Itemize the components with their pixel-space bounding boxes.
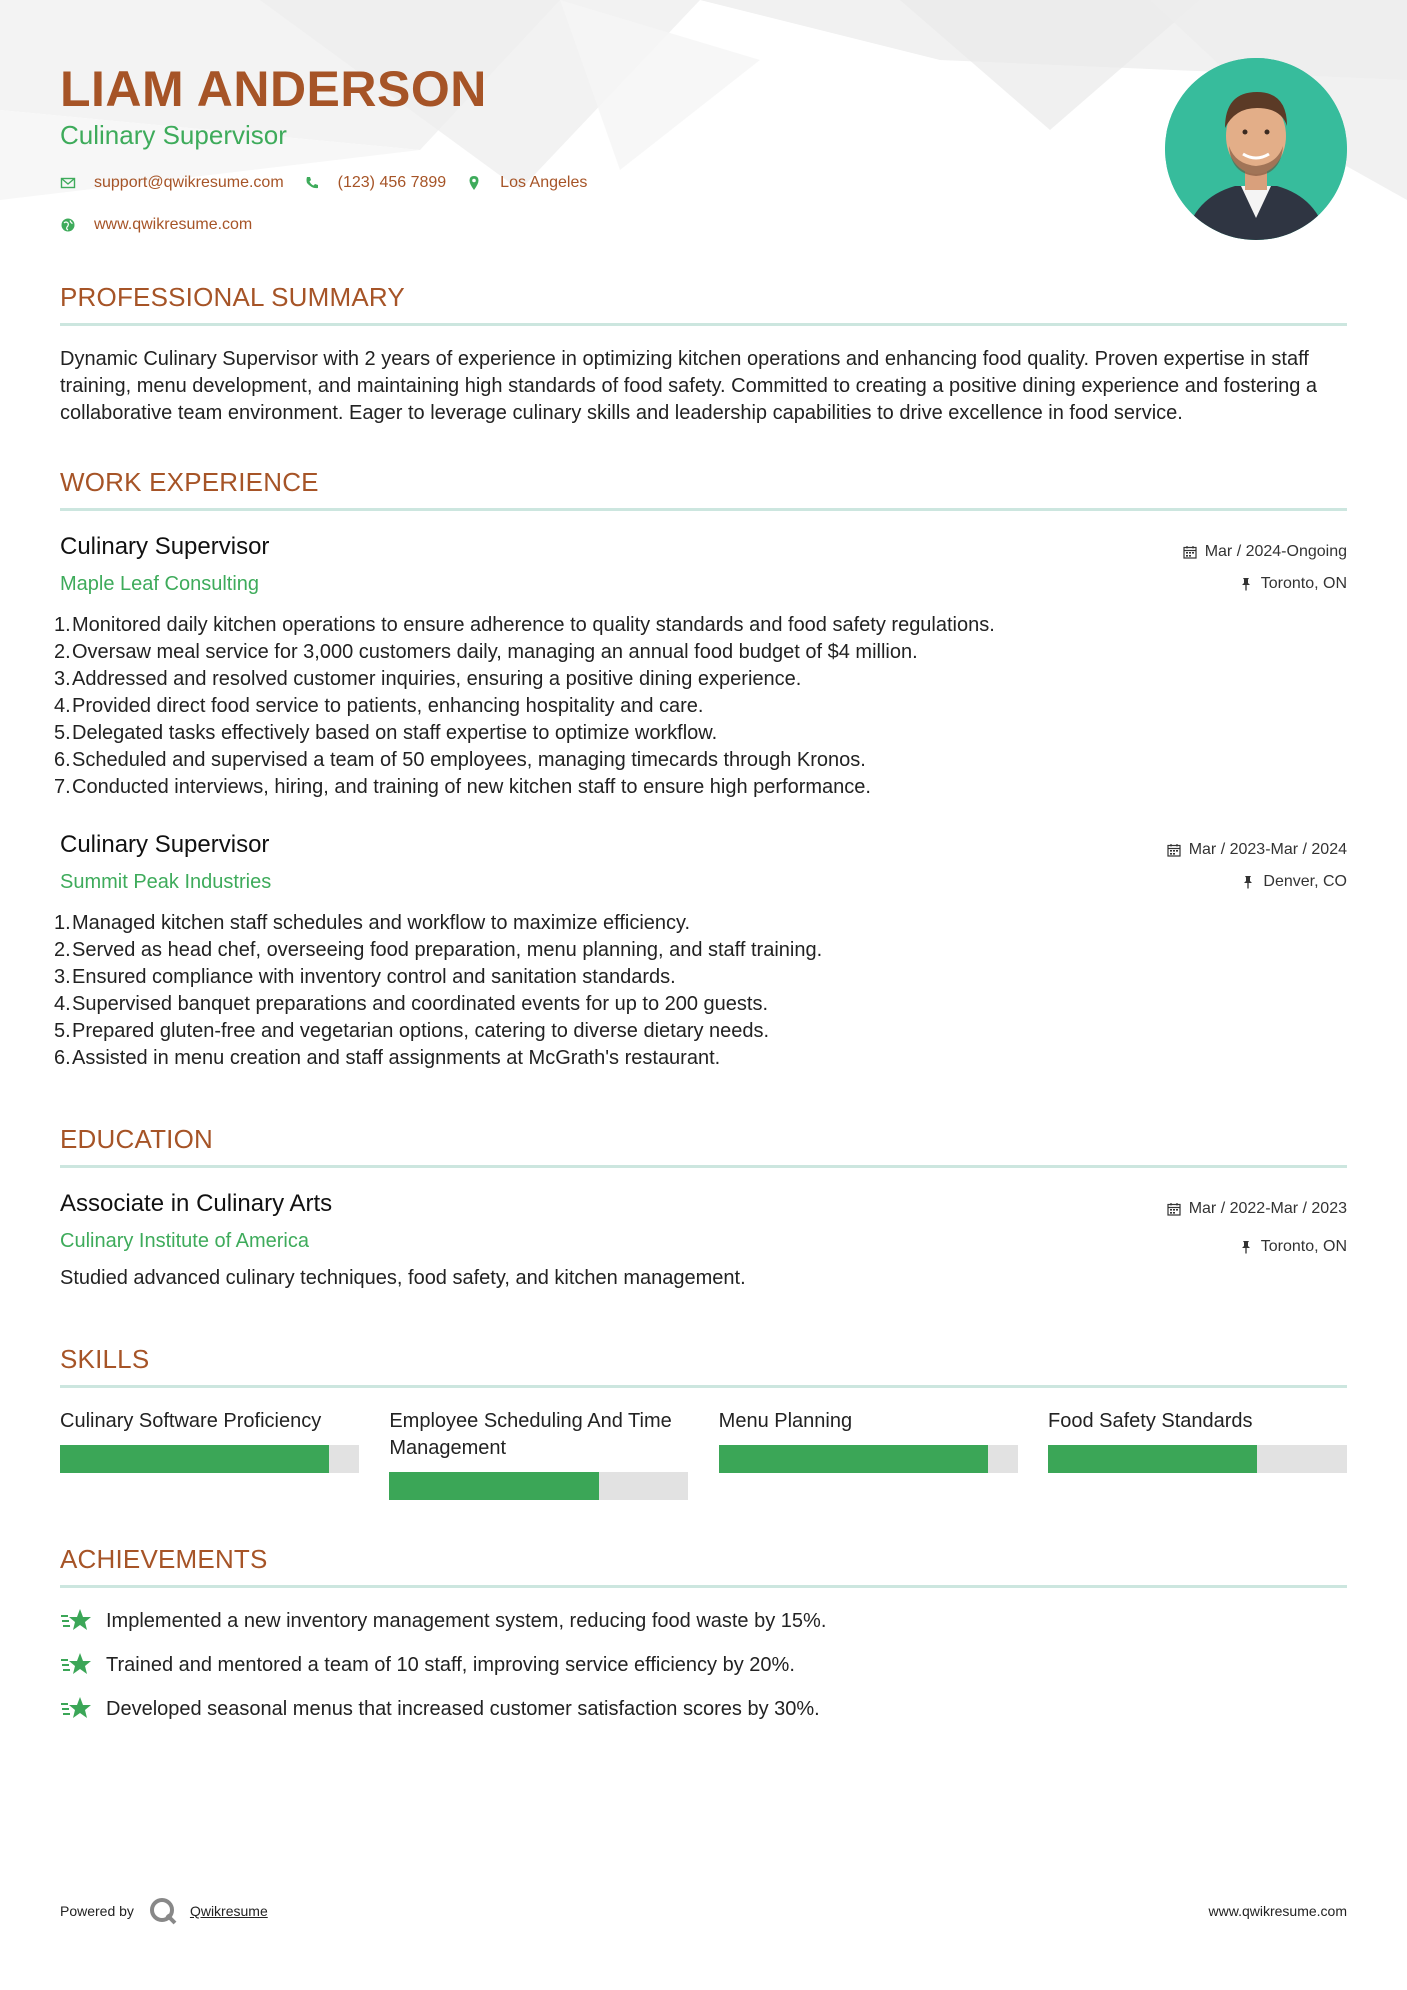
job-entry: [54, 529, 1347, 801]
calendar-icon: [1167, 843, 1181, 857]
summary-text: Dynamic Culinary Supervisor with 2 years of experience in optimizing kitchen operations and enhancing food quality. Proven expertise in staff training, menu development, and maintaining high standards of food safety. Committed to creating a positive dining experience and fostering a collaborative team environment. Eager to leverage culinary skills and leadership capabilities to drive excellence in food service.: [60, 348, 1318, 424]
contact-email[interactable]: [60, 174, 284, 192]
job-meta: [1167, 839, 1347, 893]
job-duties: [54, 612, 1347, 801]
qwikresume-logo-icon: [148, 1896, 178, 1926]
job-duties: [54, 910, 1347, 1072]
work-heading: WORK EXPERIENCE: [60, 467, 1347, 511]
skill-name: Culinary Software Proficiency: [60, 1410, 322, 1432]
star-award-icon: [60, 1651, 94, 1679]
job-company: Summit Peak Industries: [60, 871, 272, 893]
list-item: 5. Delegated tasks effectively based on staff expertise to optimize workflow.: [54, 722, 718, 744]
job-location: Denver, CO: [1263, 873, 1347, 890]
list-item: 6. Scheduled and supervised a team of 50 employees, managing timecards through Kronos.: [54, 749, 866, 771]
calendar-icon: [1183, 545, 1197, 559]
skill-bar: [719, 1445, 1018, 1473]
work-section: [54, 467, 1347, 1072]
globe-icon: [60, 217, 76, 233]
skill-item: [1048, 1408, 1347, 1500]
skill-name: Menu Planning: [718, 1410, 853, 1432]
skill-item: [389, 1408, 688, 1500]
list-item: 7. Conducted interviews, hiring, and training of new kitchen staff to ensure high performance.: [54, 776, 871, 798]
powered-by-label: Powered by: [60, 1903, 134, 1919]
job-title: Culinary Supervisor: [60, 831, 270, 858]
email-text: support@qwikresume.com: [94, 174, 284, 191]
footer-website[interactable]: www.qwikresume.com: [1208, 1903, 1347, 1919]
job-dates: Mar / 2024-Ongoing: [1204, 543, 1347, 560]
list-item: Developed seasonal menus that increased customer satisfaction scores by 30%.: [60, 1694, 1347, 1724]
education-section: [60, 1124, 1347, 1290]
achievements-heading: ACHIEVEMENTS: [60, 1544, 1347, 1588]
website-text: www.qwikresume.com: [94, 216, 253, 233]
list-item: 1. Monitored daily kitchen operations to ensure adherence to quality standards and food safety regulations.: [54, 614, 995, 636]
list-item: 4. Provided direct food service to patients, enhancing hospitality and care.: [54, 695, 704, 717]
education-location: Toronto, ON: [1260, 1238, 1347, 1255]
list-item: 3. Addressed and resolved customer inquiries, ensuring a positive dining experience.: [54, 668, 802, 690]
contact-row-primary: [60, 174, 607, 192]
footer-powered-by: [60, 1896, 268, 1926]
contact-phone[interactable]: [304, 174, 447, 192]
school-name: Culinary Institute of America: [60, 1230, 309, 1252]
skill-bar-fill: [60, 1445, 329, 1473]
education-heading: EDUCATION: [60, 1124, 1347, 1168]
job-meta: [1183, 541, 1347, 595]
education-description: Studied advanced culinary techniques, food safety, and kitchen management.: [60, 1267, 746, 1289]
contact-website[interactable]: [60, 216, 252, 234]
list-item: 2. Oversaw meal service for 3,000 customers daily, managing an annual food budget of $4 million.: [54, 641, 918, 663]
list-item: 1. Managed kitchen staff schedules and workflow to maximize efficiency.: [54, 912, 691, 934]
list-item: 4. Supervised banquet preparations and coordinated events for up to 200 guests.: [54, 993, 769, 1015]
calendar-icon: [1167, 1202, 1181, 1216]
pushpin-icon: [1241, 875, 1255, 889]
star-award-icon: [60, 1607, 94, 1635]
candidate-role: Culinary Supervisor: [60, 120, 287, 150]
contact-location: [466, 174, 587, 192]
skill-bar: [60, 1445, 359, 1473]
envelope-icon: [60, 175, 76, 191]
map-pin-icon: [466, 175, 482, 191]
job-dates: Mar / 2023-Mar / 2024: [1188, 841, 1347, 858]
skill-name: Food Safety Standards: [1047, 1410, 1253, 1432]
job-entry: [54, 827, 1347, 1072]
contact-row-secondary: [60, 216, 272, 234]
skill-bar-fill: [1048, 1445, 1257, 1473]
list-item: 2. Served as head chef, overseeing food preparation, menu planning, and staff training.: [54, 939, 823, 961]
job-title: Culinary Supervisor: [60, 533, 270, 560]
footer: [60, 1896, 1347, 1926]
candidate-name: LIAM ANDERSON: [60, 61, 487, 117]
list-item: 6. Assisted in menu creation and staff assignments at McGrath's restaurant.: [54, 1047, 721, 1069]
skill-bar: [389, 1472, 688, 1500]
education-dates: Mar / 2022-Mar / 2023: [1188, 1200, 1347, 1217]
skill-bar-fill: [389, 1472, 598, 1500]
skills-heading: SKILLS: [60, 1344, 1347, 1388]
education-meta: [1167, 1198, 1347, 1258]
summary-heading: PROFESSIONAL SUMMARY: [60, 282, 1347, 326]
summary-section: [60, 282, 1347, 427]
list-item: 5. Prepared gluten-free and vegetarian options, catering to diverse dietary needs.: [54, 1020, 770, 1042]
list-item: Implemented a new inventory management system, reducing food waste by 15%.: [60, 1606, 1347, 1636]
skill-bar-fill: [719, 1445, 988, 1473]
skill-item: [719, 1408, 1018, 1500]
profile-photo: [1165, 58, 1347, 240]
header: [60, 0, 1347, 260]
brand-link[interactable]: Qwikresume: [189, 1903, 268, 1919]
phone-text: (123) 456 7899: [337, 174, 447, 191]
skill-bar: [1048, 1445, 1347, 1473]
skills-grid: [60, 1408, 1347, 1500]
education-entry: [60, 1186, 1347, 1290]
pushpin-icon: [1239, 577, 1253, 591]
job-location: Toronto, ON: [1260, 575, 1347, 592]
achievements-list: [60, 1606, 1347, 1724]
star-award-icon: [60, 1695, 94, 1723]
phone-icon: [304, 175, 320, 191]
list-item: Trained and mentored a team of 10 staff, improving service efficiency by 20%.: [60, 1650, 1347, 1680]
list-item: 3. Ensured compliance with inventory control and sanitation standards.: [54, 966, 676, 988]
location-text: Los Angeles: [500, 174, 588, 191]
degree-title: Associate in Culinary Arts: [60, 1190, 333, 1217]
achievements-section: [60, 1544, 1347, 1724]
pushpin-icon: [1239, 1240, 1253, 1254]
job-company: Maple Leaf Consulting: [60, 573, 260, 595]
skill-name: Employee Scheduling And Time Management: [389, 1410, 672, 1459]
skill-item: [60, 1408, 359, 1500]
skills-section: [60, 1344, 1347, 1500]
